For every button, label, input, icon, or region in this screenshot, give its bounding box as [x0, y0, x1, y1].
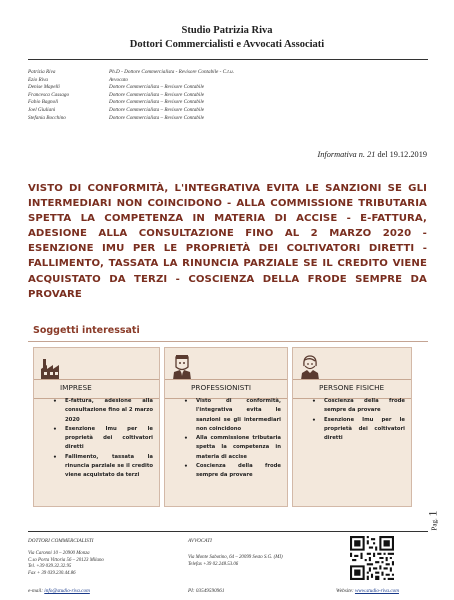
box-header — [165, 379, 287, 399]
address-line: Tel. +39 039.32.32.95 — [28, 564, 72, 569]
address-line: Via Caronni 10 – 20900 Monza — [28, 551, 90, 556]
staff-role: Dottore Commercialista – Revisore Contabile — [109, 91, 205, 98]
staff-role: Dottore Commercialista – Revisore Contabile — [109, 106, 205, 113]
address-line: Fax + 39 039.230.44.86 — [28, 570, 76, 576]
staff-row — [28, 115, 234, 123]
box-label: PROFESSIONISTI — [191, 383, 252, 392]
bullet-list — [311, 397, 405, 443]
list-item: • Coscienza della frode sempre da provare — [311, 397, 405, 416]
box-label: PERSONE FISICHE — [319, 383, 385, 392]
page-label: Pag. — [430, 518, 439, 531]
footer-divider — [28, 531, 428, 532]
section-divider — [28, 341, 428, 342]
bullet-list — [183, 397, 281, 481]
staff-name: Francesca Cassago — [28, 91, 70, 98]
staff-list — [28, 69, 234, 122]
staff-name: Joel Giuliani — [28, 106, 56, 113]
informativa-number: 21 — [367, 150, 376, 159]
staff-role: Avvocato — [109, 76, 129, 83]
box-header — [34, 379, 159, 399]
staff-name: Ezio Riva — [28, 76, 49, 83]
header-divider — [28, 59, 428, 60]
email-link[interactable]: info@studio-riva.com — [44, 588, 90, 594]
footer-website — [336, 588, 399, 594]
address-line: Via Monte Sabotino, 64 – 20099 Sesto S.G. (MI) — [188, 555, 283, 560]
staff-name: Denise Mapelli — [28, 84, 60, 91]
page-number — [425, 509, 443, 531]
staff-row — [28, 69, 234, 77]
footer-piva: PI: 03549590961 — [188, 588, 225, 594]
list-item: • Alla commissione tributaria spetta la competenza in materia di accise — [183, 434, 281, 462]
qr-code-icon — [350, 536, 394, 580]
staff-row — [28, 107, 234, 115]
footer-avvocati-title: AVVOCATI — [188, 538, 212, 544]
list-item: • Visto di conformità, l'integrativa evita le sanzioni se gli intermediari non coincidono — [183, 397, 281, 434]
informativa-reference — [318, 150, 427, 159]
box-label: IMPRESE — [60, 383, 92, 392]
footer-commercialisti-address — [28, 551, 104, 577]
professional-icon — [171, 354, 193, 380]
website-link[interactable]: www.studio-riva.com — [354, 588, 399, 594]
footer-commercialisti-title: DOTTORI COMMERCIALISTI — [28, 538, 94, 544]
staff-row — [28, 99, 234, 107]
list-item: • Fallimento, tassata la rinuncia parziale se il credito viene acquistato da terzi — [52, 453, 153, 481]
staff-name: Fabio Bagnoli — [28, 99, 59, 106]
address-line: Telefax +39 02.248.53.06 — [188, 561, 239, 567]
staff-role: Dottore Commercialista – Revisore Contabile — [109, 99, 205, 106]
firm-name: Studio Patrizia Riva — [181, 25, 273, 36]
list-item: • Esenzione Imu per le proprietà dei coltivatori diretti — [311, 416, 405, 444]
list-item: • Coscienza della frode sempre da provare — [183, 462, 281, 481]
subject-box-imprese — [33, 347, 160, 507]
subject-box-persone-fisiche — [292, 347, 412, 507]
address-line: C.so Porta Vittoria 56 – 20123 Milano — [28, 557, 104, 563]
person-icon — [299, 354, 321, 380]
list-item: • E-fattura, adesione alla consultazione fino al 2 marzo 2020 — [52, 397, 153, 425]
bullet-list — [52, 397, 153, 481]
list-item: • Esenzione Imu per le proprietà dei coltivatori diretti — [52, 425, 153, 453]
page-number-label — [426, 511, 441, 531]
staff-role: Dottore Commercialista – Revisore Contabile — [109, 84, 205, 91]
staff-row — [28, 92, 234, 100]
subject-box-professionisti — [164, 347, 288, 507]
staff-row — [28, 77, 234, 85]
footer-email — [28, 588, 90, 594]
staff-name: Stefania Bocchino — [28, 114, 66, 121]
section-title: Soggetti interessati — [33, 325, 140, 336]
staff-row — [28, 84, 234, 92]
website-label: Website: — [336, 588, 354, 594]
footer-avvocati-address — [188, 555, 283, 568]
staff-name: Patrizia Riva — [28, 69, 56, 75]
box-header — [293, 379, 411, 399]
staff-role: Dottore Commercialista – Revisore Contabile — [109, 114, 205, 121]
document-title: VISTO DI CONFORMITÀ, L'INTEGRATIVA EVITA LE SANZIONI SE GLI INTERMEDIARI NON COINCIDONO - ALLA COMMISSIONE TRIBUTARIA SPETTA LA COMPETENZA IN MATERIA DI ACCISE - E-FATTURA, ADESIONE ALLA CONSULTAZIONE FINO AL 2 MARZO 2020 - ESENZIONE IMU PER LE PROPRIETÀ DEI COLTIVATORI DIRETTI - FALLIMENTO, TASSATA LA RINUNCIA PARZIALE SE IL CREDITO VIENE ACQUISTATO DA TERZI - COSCIENZA DELLA FRODE SEMPRE DA PROVARE — [28, 183, 427, 300]
email-label: e-mail: — [28, 588, 43, 594]
staff-role: Ph.D - Dottore Commercialista - Revisore Contabile - C.t.u. — [109, 69, 235, 75]
informativa-prefix: Informativa n. — [317, 150, 365, 159]
factory-icon — [40, 354, 62, 380]
firm-subtitle: Dottori Commercialisti e Avvocati Associati — [129, 39, 325, 50]
informativa-date: del 19.12.2019 — [377, 150, 427, 159]
page-digit: 1 — [425, 510, 440, 517]
